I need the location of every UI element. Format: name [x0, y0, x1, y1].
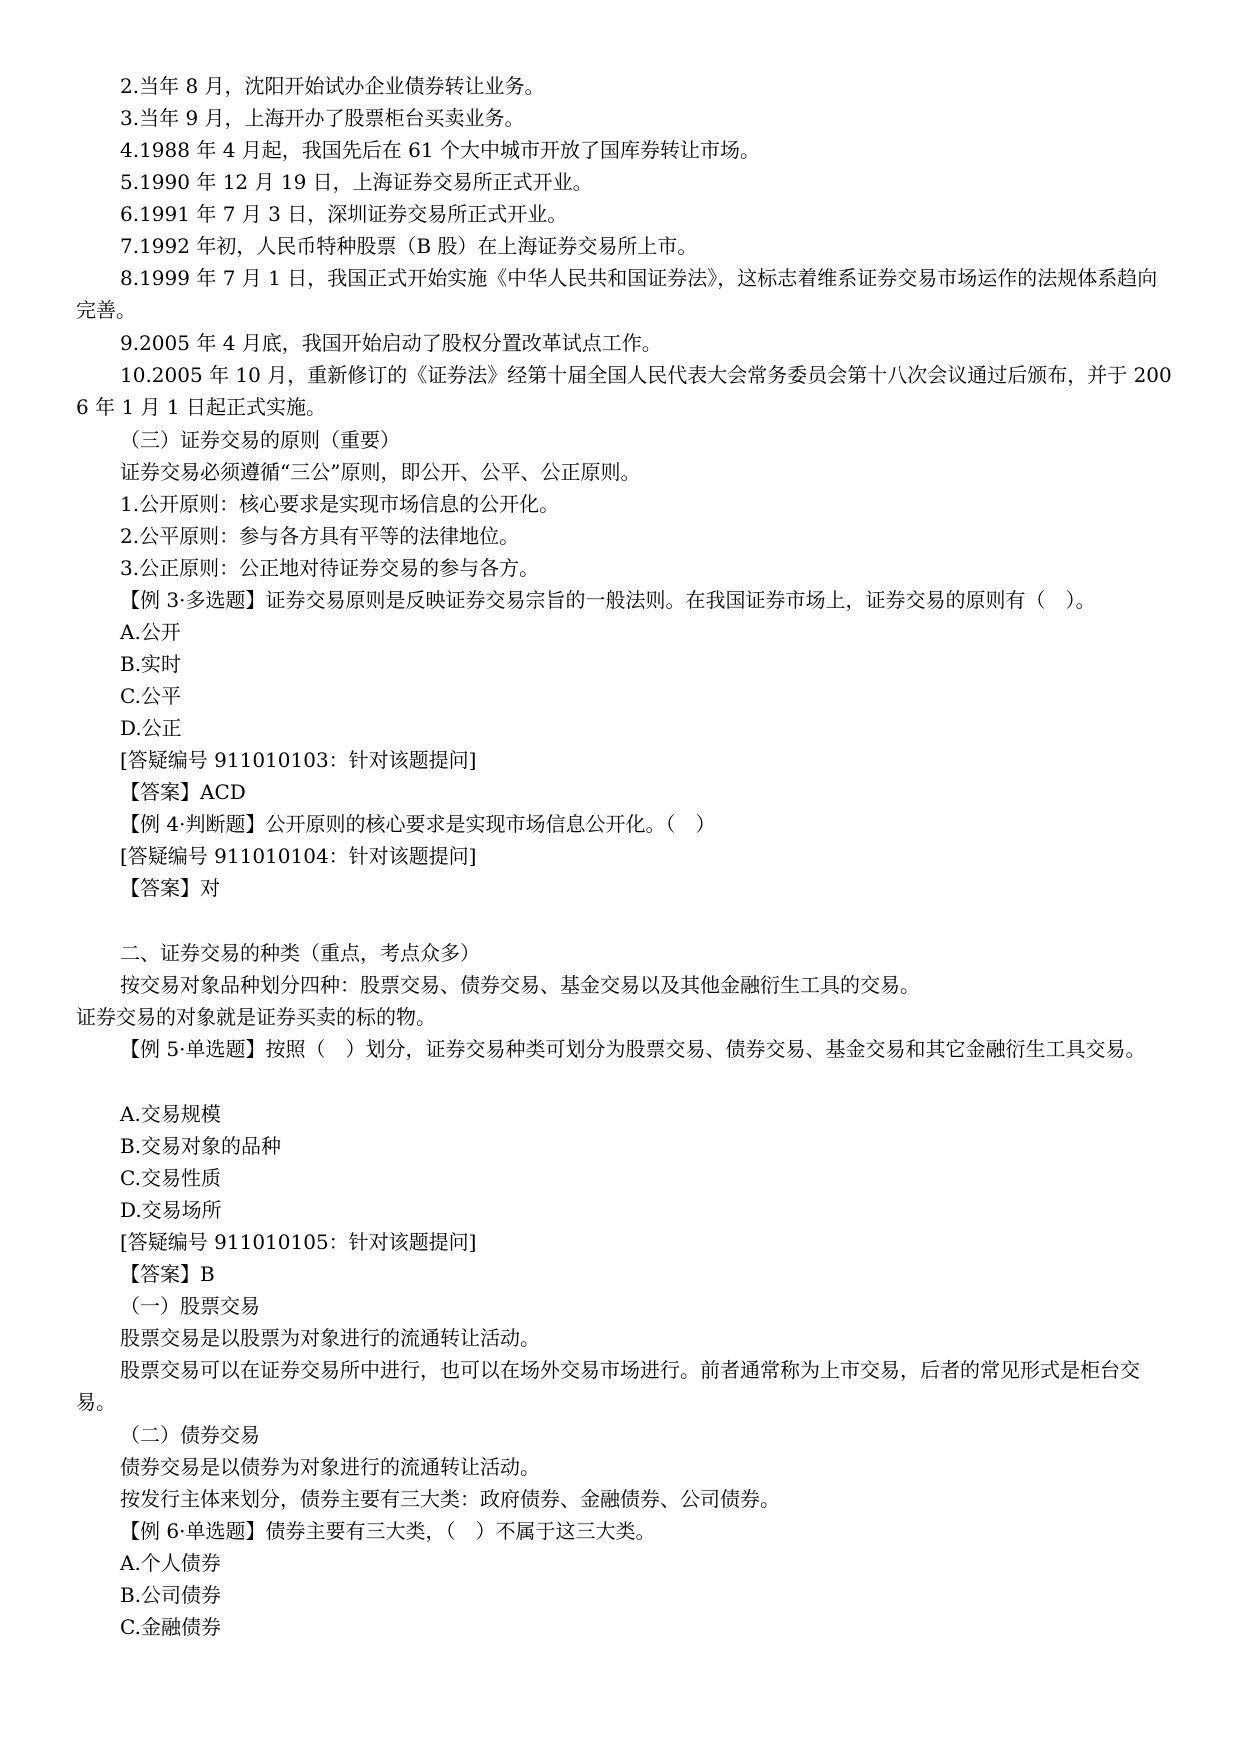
paragraph-principles-intro: 证券交易必须遵循“三公”原则，即公开、公平、公正原则。 — [120, 460, 641, 484]
example-5-option-b: B.交易对象的品种 — [120, 1134, 282, 1158]
example-3-option-b: B.实时 — [120, 652, 182, 676]
example-3-qa-link[interactable]: [答疑编号 911010103：针对该题提问] — [120, 748, 477, 772]
example-3-option-d: D.公正 — [120, 716, 182, 740]
example-5-question: 【例 5·单选题】按照（ ）划分，证券交易种类可划分为股票交易、债券交易、基金交易和其它金融衍生工具交易。 — [120, 1037, 1146, 1061]
section-heading-stock-trading: （一）股票交易 — [120, 1294, 260, 1318]
paragraph-principle-1: 1.公开原则：核心要求是实现市场信息的公开化。 — [120, 492, 560, 516]
paragraph-stock-definition: 股票交易是以股票为对象进行的流通转让活动。 — [120, 1326, 540, 1350]
example-4-question: 【例 4·判断题】公开原则的核心要求是实现市场信息公开化。（ ） — [120, 812, 716, 836]
paragraph-types-object: 证券交易的对象就是证券买卖的标的物。 — [76, 1005, 436, 1029]
example-3-option-a: A.公开 — [120, 620, 181, 644]
paragraph-history-6: 6.1991 年 7 月 3 日，深圳证券交易所正式开业。 — [120, 202, 568, 226]
example-5-option-a: A.交易规模 — [120, 1102, 221, 1126]
example-5-option-c: C.交易性质 — [120, 1166, 221, 1190]
example-6-option-c: C.金融债券 — [120, 1615, 221, 1639]
section-heading-types: 二、证券交易的种类（重点，考点众多） — [120, 941, 480, 965]
paragraph-history-2: 2.当年 8 月，沈阳开始试办企业债券转让业务。 — [120, 74, 545, 98]
paragraph-history-5: 5.1990 年 12 月 19 日，上海证券交易所正式开业。 — [120, 170, 593, 194]
paragraph-history-8: 8.1999 年 7 月 1 日，我国正式开始实施《中华人民共和国证券法》，这标志着维系证券交易市场运作的法规体系趋向完善。 — [76, 266, 1158, 323]
example-6-option-a: A.个人债券 — [120, 1551, 221, 1575]
example-6-question: 【例 6·单选题】债券主要有三大类，（ ）不属于这三大类。 — [120, 1519, 656, 1543]
paragraph-bond-categories: 按发行主体来划分，债券主要有三大类：政府债券、金融债券、公司债券。 — [120, 1487, 780, 1511]
paragraph-types-intro: 按交易对象品种划分四种：股票交易、债券交易、基金交易以及其他金融衍生工具的交易。 — [120, 973, 920, 997]
example-4-qa-link[interactable]: [答疑编号 911010104：针对该题提问] — [120, 844, 477, 868]
paragraph-stock-venues: 股票交易可以在证券交易所中进行，也可以在场外交易市场进行。前者通常称为上市交易，后者的常见形式是柜台交易。 — [76, 1358, 1140, 1415]
example-3-question: 【例 3·多选题】证券交易原则是反映证券交易宗旨的一般法则。在我国证券市场上，证券交易的原则有（ ）。 — [120, 588, 1096, 612]
paragraph-history-3: 3.当年 9 月，上海开办了股票柜台买卖业务。 — [120, 106, 525, 130]
example-5-qa-link[interactable]: [答疑编号 911010105：针对该题提问] — [120, 1230, 477, 1254]
paragraph-principle-3: 3.公正原则：公正地对待证券交易的参与各方。 — [120, 556, 540, 580]
example-5-option-d: D.交易场所 — [120, 1198, 222, 1222]
example-3-answer: 【答案】ACD — [120, 780, 246, 804]
example-6-option-b: B.公司债券 — [120, 1583, 222, 1607]
example-5-answer: 【答案】B — [120, 1262, 215, 1286]
section-heading-bond-trading: （二）债券交易 — [120, 1423, 260, 1447]
paragraph-bond-definition: 债券交易是以债券为对象进行的流通转让活动。 — [120, 1455, 540, 1479]
paragraph-history-7: 7.1992 年初，人民币特种股票（B 股）在上海证券交易所上市。 — [120, 234, 698, 258]
section-heading-principles: （三）证券交易的原则（重要） — [120, 428, 400, 452]
paragraph-history-4: 4.1988 年 4 月起，我国先后在 61 个大中城市开放了国库券转让市场。 — [120, 138, 760, 162]
paragraph-history-10: 10.2005 年 10 月，重新修订的《证券法》经第十届全国人民代表大会常务委员会第十八次会议通过后颁布，并于 2006 年 1 月 1 日起正式实施。 — [76, 363, 1172, 420]
paragraph-history-9: 9.2005 年 4 月底，我国开始启动了股权分置改革试点工作。 — [120, 331, 662, 355]
example-4-answer: 【答案】对 — [120, 876, 220, 900]
paragraph-principle-2: 2.公平原则：参与各方具有平等的法律地位。 — [120, 524, 520, 548]
example-3-option-c: C.公平 — [120, 684, 181, 708]
